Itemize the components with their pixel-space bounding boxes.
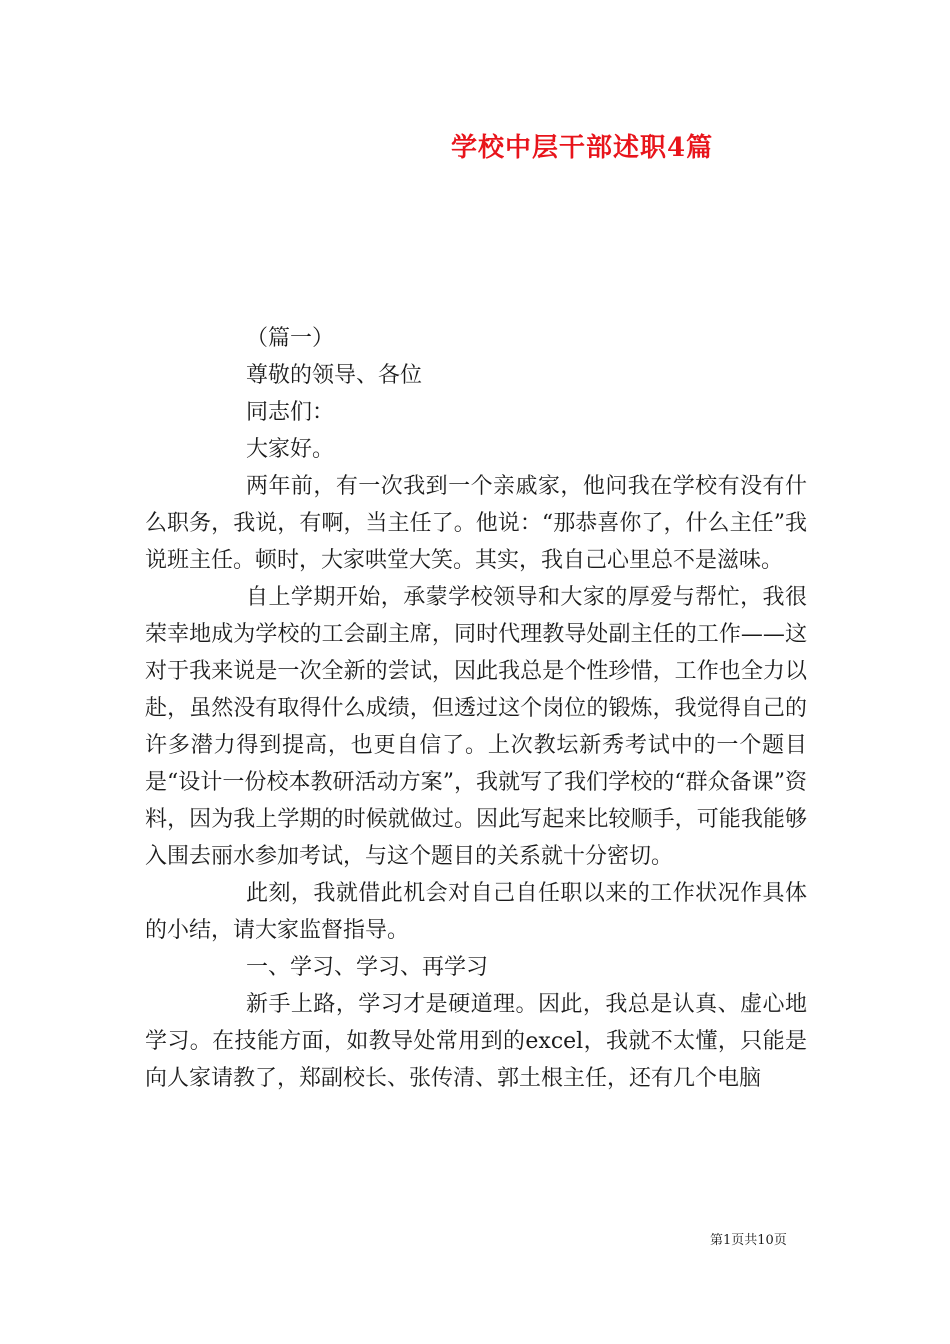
page-number-footer: 第1页共10页	[710, 1233, 787, 1248]
greeting: 大家好。	[246, 437, 335, 462]
section-heading-learning: 一、学习、学习、再学习	[246, 955, 489, 980]
paragraph-summary-intro: 此刻，我就借此机会对自己自任职以来的工作状况作具体的小结，请大家监督指导。	[145, 881, 807, 943]
document-body	[145, 320, 807, 1097]
paragraph-learning: 新手上路，学习才是硬道理。因此，我总是认真、虚心地学习。在技能方面，如教导处常用到的excel，我就不太懂，只能是向人家请教了，郑副校长、张传清、郭土根主任，还有几个电脑	[145, 992, 807, 1091]
salutation-line-1: 尊敬的领导、各位	[246, 363, 423, 388]
section-label: （篇一）	[246, 326, 335, 351]
salutation-line-2: 同志们：	[246, 400, 335, 425]
paragraph-anecdote: 两年前，有一次我到一个亲戚家，他问我在学校有没有什么职务，我说，有啊，当主任了。他说：“那恭喜你了，什么主任”我说班主任。顿时，大家哄堂大笑。其实，我自己心里总不是滋味。	[145, 474, 807, 573]
document-title: 学校中层干部述职4篇	[451, 133, 714, 163]
paragraph-new-role: 自上学期开始，承蒙学校领导和大家的厚爱与帮忙，我很荣幸地成为学校的工会副主席，同时代理教导处副主任的工作——这对于我来说是一次全新的尝试，因此我总是个性珍惜，工作也全力以赴，虽然没有取得什么成绩，但透过这个岗位的锻炼，我觉得自己的许多潜力得到提高，也更自信了。上次教坛新秀考试中的一个题目是“设计一份校本教研活动方案”，我就写了我们学校的“群众备课”资料，因为我上学期的时候就做过。因此写起来比较顺手，可能我能够入围去丽水参加考试，与这个题目的关系就十分密切。	[145, 585, 807, 869]
